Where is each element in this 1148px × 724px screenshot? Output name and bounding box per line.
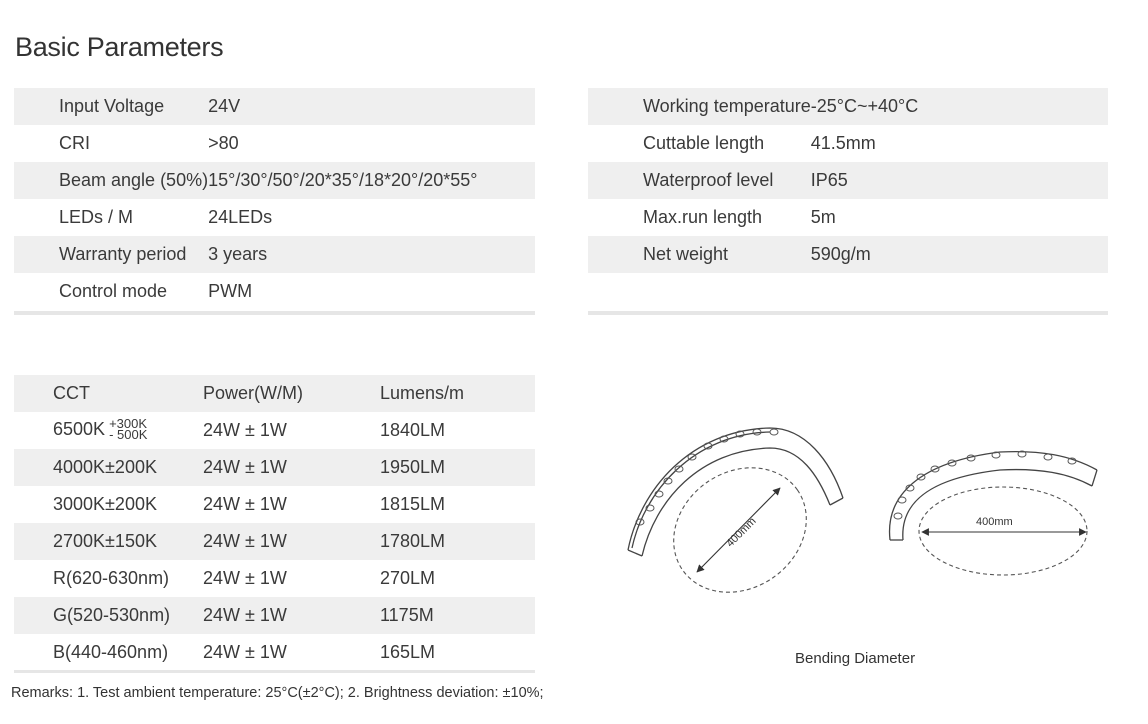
power-cell: 24W ± 1W [203,449,380,486]
led-dots [894,451,1076,519]
param-label: Max.run length [643,207,763,227]
param-value: 41.5mm [810,133,876,153]
table-row [14,523,535,560]
led-dots [636,429,778,525]
lumens-cell: 1950LM [380,449,535,486]
bend-circle-dashed [919,487,1087,575]
param-label: CRI [59,133,90,153]
param-label: Net weight [588,236,811,273]
param-value: 24V [208,88,535,125]
lumens-cell: 1840LM [380,420,446,440]
table-row [14,634,535,671]
param-value: 3 years [208,236,535,273]
lumens-cell: 1780LM [380,523,535,560]
power-cell: 24W ± 1W [203,568,287,588]
table-header-row [14,375,535,412]
diagram-caption: Bending Diameter [795,650,916,667]
cct-table [14,375,535,671]
param-row [588,125,1108,162]
tolerance-minus: - 500K [109,426,148,442]
table-row [14,560,535,597]
remarks-text: Remarks: 1. Test ambient temperature: 25°C(±2°C); 2. Brightness deviation: ±10%; [11,685,544,701]
param-row [14,199,535,236]
param-label: Control mode [59,281,168,301]
table-divider [588,311,1108,315]
tolerance-plus: +300K [109,415,148,431]
param-label: Warranty period [14,236,208,273]
param-row [588,162,1108,199]
table-divider [14,311,535,315]
cct-cell: G(520-530nm) [14,597,203,634]
param-value: >80 [208,133,239,153]
param-label: Waterproof level [588,162,811,199]
param-value: IP65 [811,162,1108,199]
power-cell: 24W ± 1W [203,420,287,440]
param-row [14,125,535,162]
cct-cell [14,412,203,449]
cct-tolerance [109,415,148,442]
param-label: Working temperature [588,88,811,125]
param-row [588,236,1108,273]
param-row [14,273,535,310]
table-row [14,412,535,449]
power-cell: 24W ± 1W [203,597,380,634]
page-title: Basic Parameters [15,32,224,62]
param-value: 5m [810,207,836,227]
cct-cell: R(620-630nm) [53,568,170,588]
params-table-left [14,88,535,310]
params-table-right [588,88,1108,273]
column-header-lumens: Lumens/m [380,375,535,412]
power-cell: 24W ± 1W [203,642,287,662]
column-header-cct: CCT [14,375,203,412]
power-cell: 24W ± 1W [203,523,380,560]
param-label: Cuttable length [643,133,765,153]
lumens-cell: 270LM [380,568,436,588]
table-row [14,597,535,634]
table-row [14,486,535,523]
cct-cell: B(440-460nm) [53,642,169,662]
param-row [14,162,535,199]
param-value: -25°C~+40°C [811,88,1108,125]
cct-value: 6500K [53,419,106,440]
param-row [588,88,1108,125]
lumens-cell: 1815LM [380,494,446,514]
param-row [14,236,535,273]
cct-cell: 3000K±200K [53,494,157,514]
param-value: 24LEDs [208,207,273,227]
bending-diameter-diagram [600,400,1120,610]
power-cell: 24W ± 1W [203,494,287,514]
diameter-label-left: 400mm [724,515,759,550]
lumens-cell: 165LM [380,642,436,662]
table-row [14,449,535,486]
cct-cell: 4000K±200K [14,449,203,486]
cct-cell: 2700K±150K [14,523,203,560]
diameter-label-right: 400mm [976,516,1013,528]
param-value: 590g/m [811,236,1108,273]
param-row [14,88,535,125]
column-header-power: Power(W/M) [203,375,380,412]
param-value: 15°/30°/50°/20*35°/18*20°/20*55° [208,162,535,199]
lumens-cell: 1175M [380,597,535,634]
param-row [588,199,1108,236]
param-value: PWM [208,281,253,301]
param-label: LEDs / M [59,207,134,227]
table-divider [14,670,535,673]
param-label: Beam angle (50%) [14,162,208,199]
param-label: Input Voltage [14,88,208,125]
